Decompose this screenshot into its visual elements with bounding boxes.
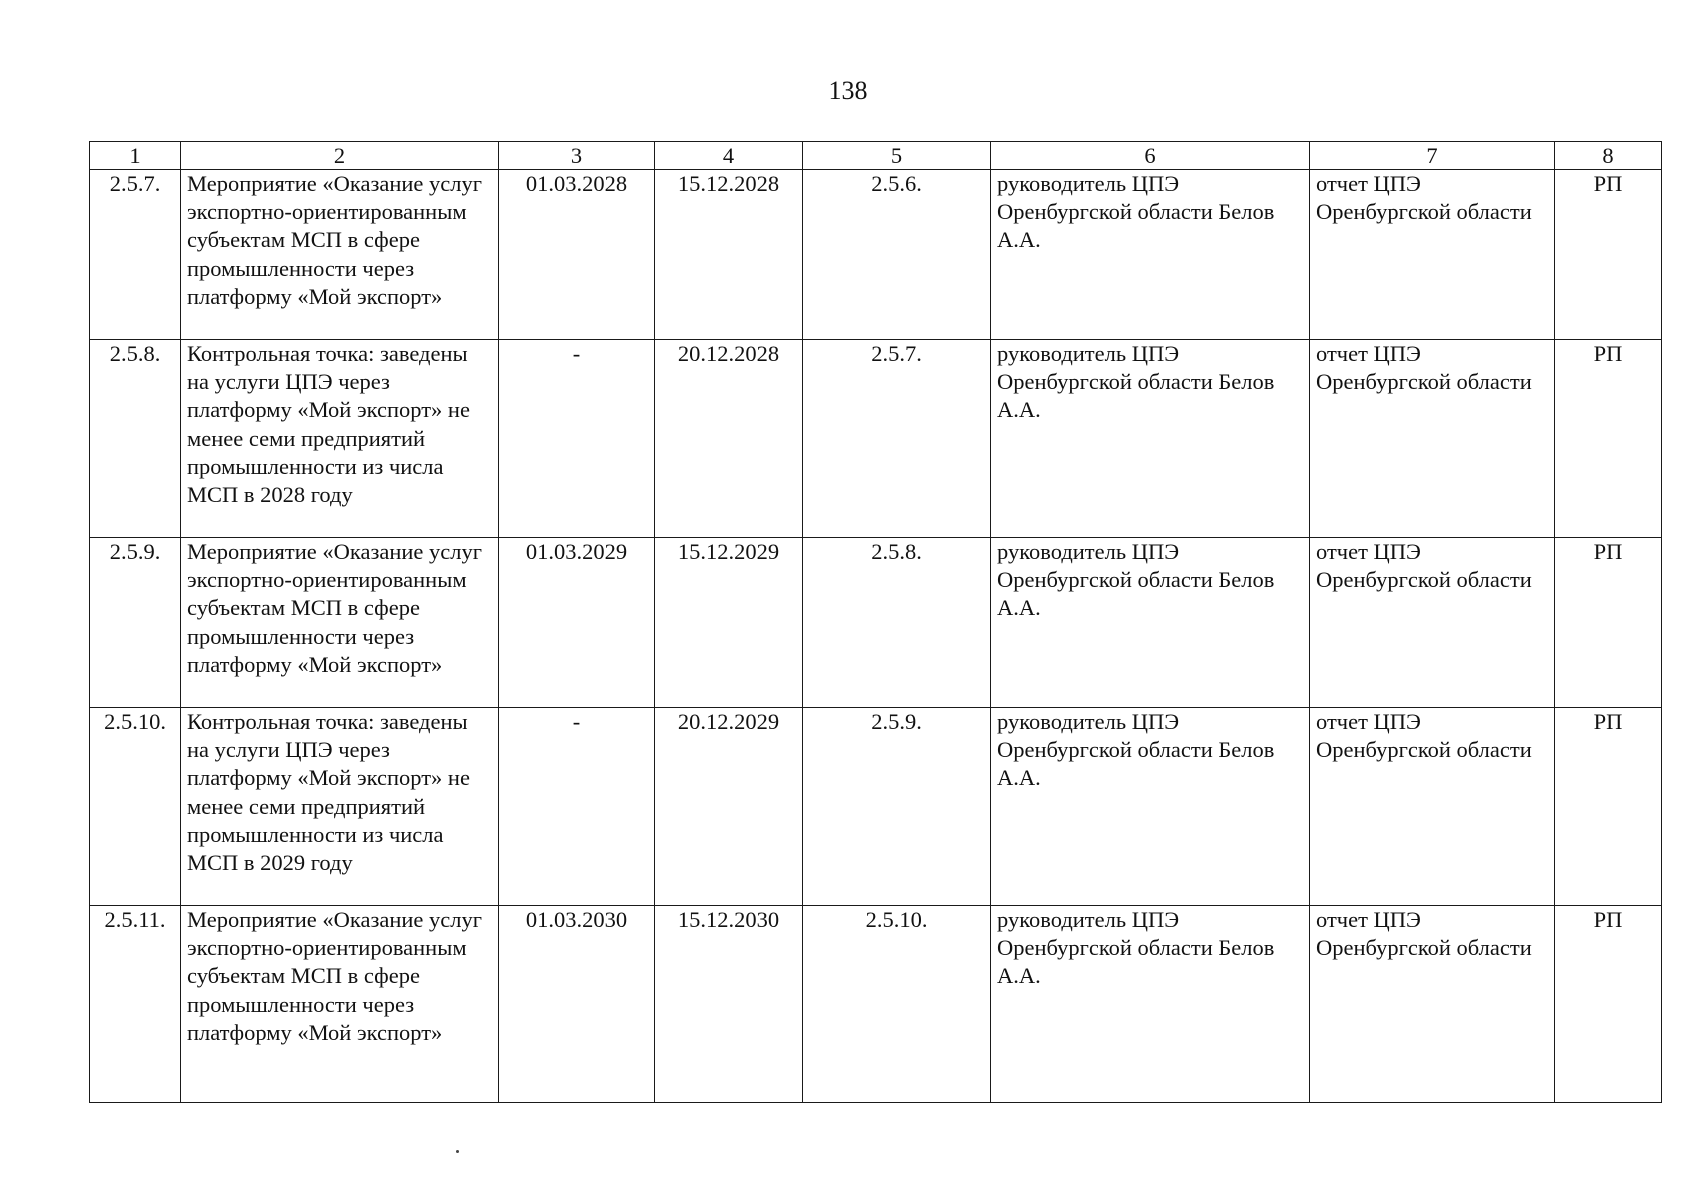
cell-name: Мероприятие «Оказание услуг экспортно-ориентированным субъектам МСП в сфере промышленности через платформу «Мой экспорт» (181, 538, 499, 708)
cell-number: 2.5.11. (90, 906, 181, 1103)
cell-document: отчет ЦПЭ Оренбургской области (1310, 340, 1555, 538)
column-header: 6 (991, 142, 1310, 170)
cell-name: Контрольная точка: заведены на услуги ЦПЭ через платформу «Мой экспорт» не менее семи предприятий промышленности из числа МСП в 2028 году (181, 340, 499, 538)
cell-document: отчет ЦПЭ Оренбургской области (1310, 170, 1555, 340)
cell-level: РП (1555, 538, 1662, 708)
cell-responsible: руководитель ЦПЭ Оренбургской области Белов А.А. (991, 906, 1310, 1103)
cell-name: Мероприятие «Оказание услуг экспортно-ориентированным субъектам МСП в сфере промышленности через платформу «Мой экспорт» (181, 906, 499, 1103)
cell-start-date: 01.03.2028 (499, 170, 655, 340)
table-row (90, 170, 1662, 340)
cell-predecessor: 2.5.8. (803, 538, 991, 708)
page-number: 138 (828, 76, 868, 105)
cell-level: РП (1555, 708, 1662, 906)
cell-start-date: - (499, 340, 655, 538)
cell-end-date: 20.12.2028 (655, 340, 803, 538)
cell-responsible: руководитель ЦПЭ Оренбургской области Белов А.А. (991, 340, 1310, 538)
table-row (90, 538, 1662, 708)
cell-responsible: руководитель ЦПЭ Оренбургской области Белов А.А. (991, 538, 1310, 708)
table-row (90, 906, 1662, 1103)
column-header: 3 (499, 142, 655, 170)
cell-level: РП (1555, 906, 1662, 1103)
cell-name: Контрольная точка: заведены на услуги ЦПЭ через платформу «Мой экспорт» не менее семи предприятий промышленности из числа МСП в 2029 году (181, 708, 499, 906)
cell-number: 2.5.7. (90, 170, 181, 340)
scan-speck (456, 1150, 459, 1153)
table-row (90, 340, 1662, 538)
cell-end-date: 20.12.2029 (655, 708, 803, 906)
cell-start-date: 01.03.2030 (499, 906, 655, 1103)
cell-level: РП (1555, 340, 1662, 538)
column-header: 2 (181, 142, 499, 170)
cell-document: отчет ЦПЭ Оренбургской области (1310, 906, 1555, 1103)
cell-predecessor: 2.5.9. (803, 708, 991, 906)
column-header: 1 (90, 142, 181, 170)
cell-responsible: руководитель ЦПЭ Оренбургской области Белов А.А. (991, 708, 1310, 906)
cell-predecessor: 2.5.6. (803, 170, 991, 340)
column-header: 4 (655, 142, 803, 170)
cell-end-date: 15.12.2028 (655, 170, 803, 340)
column-header: 8 (1555, 142, 1662, 170)
cell-predecessor: 2.5.10. (803, 906, 991, 1103)
cell-predecessor: 2.5.7. (803, 340, 991, 538)
column-header: 5 (803, 142, 991, 170)
cell-end-date: 15.12.2030 (655, 906, 803, 1103)
column-header: 7 (1310, 142, 1555, 170)
cell-end-date: 15.12.2029 (655, 538, 803, 708)
plan-table (89, 141, 1662, 1103)
cell-document: отчет ЦПЭ Оренбургской области (1310, 538, 1555, 708)
cell-name: Мероприятие «Оказание услуг экспортно-ориентированным субъектам МСП в сфере промышленности через платформу «Мой экспорт» (181, 170, 499, 340)
cell-level: РП (1555, 170, 1662, 340)
cell-number: 2.5.8. (90, 340, 181, 538)
cell-start-date: 01.03.2029 (499, 538, 655, 708)
cell-number: 2.5.9. (90, 538, 181, 708)
cell-number: 2.5.10. (90, 708, 181, 906)
cell-responsible: руководитель ЦПЭ Оренбургской области Белов А.А. (991, 170, 1310, 340)
cell-document: отчет ЦПЭ Оренбургской области (1310, 708, 1555, 906)
cell-start-date: - (499, 708, 655, 906)
table-row (90, 708, 1662, 906)
header-row (90, 142, 1662, 170)
